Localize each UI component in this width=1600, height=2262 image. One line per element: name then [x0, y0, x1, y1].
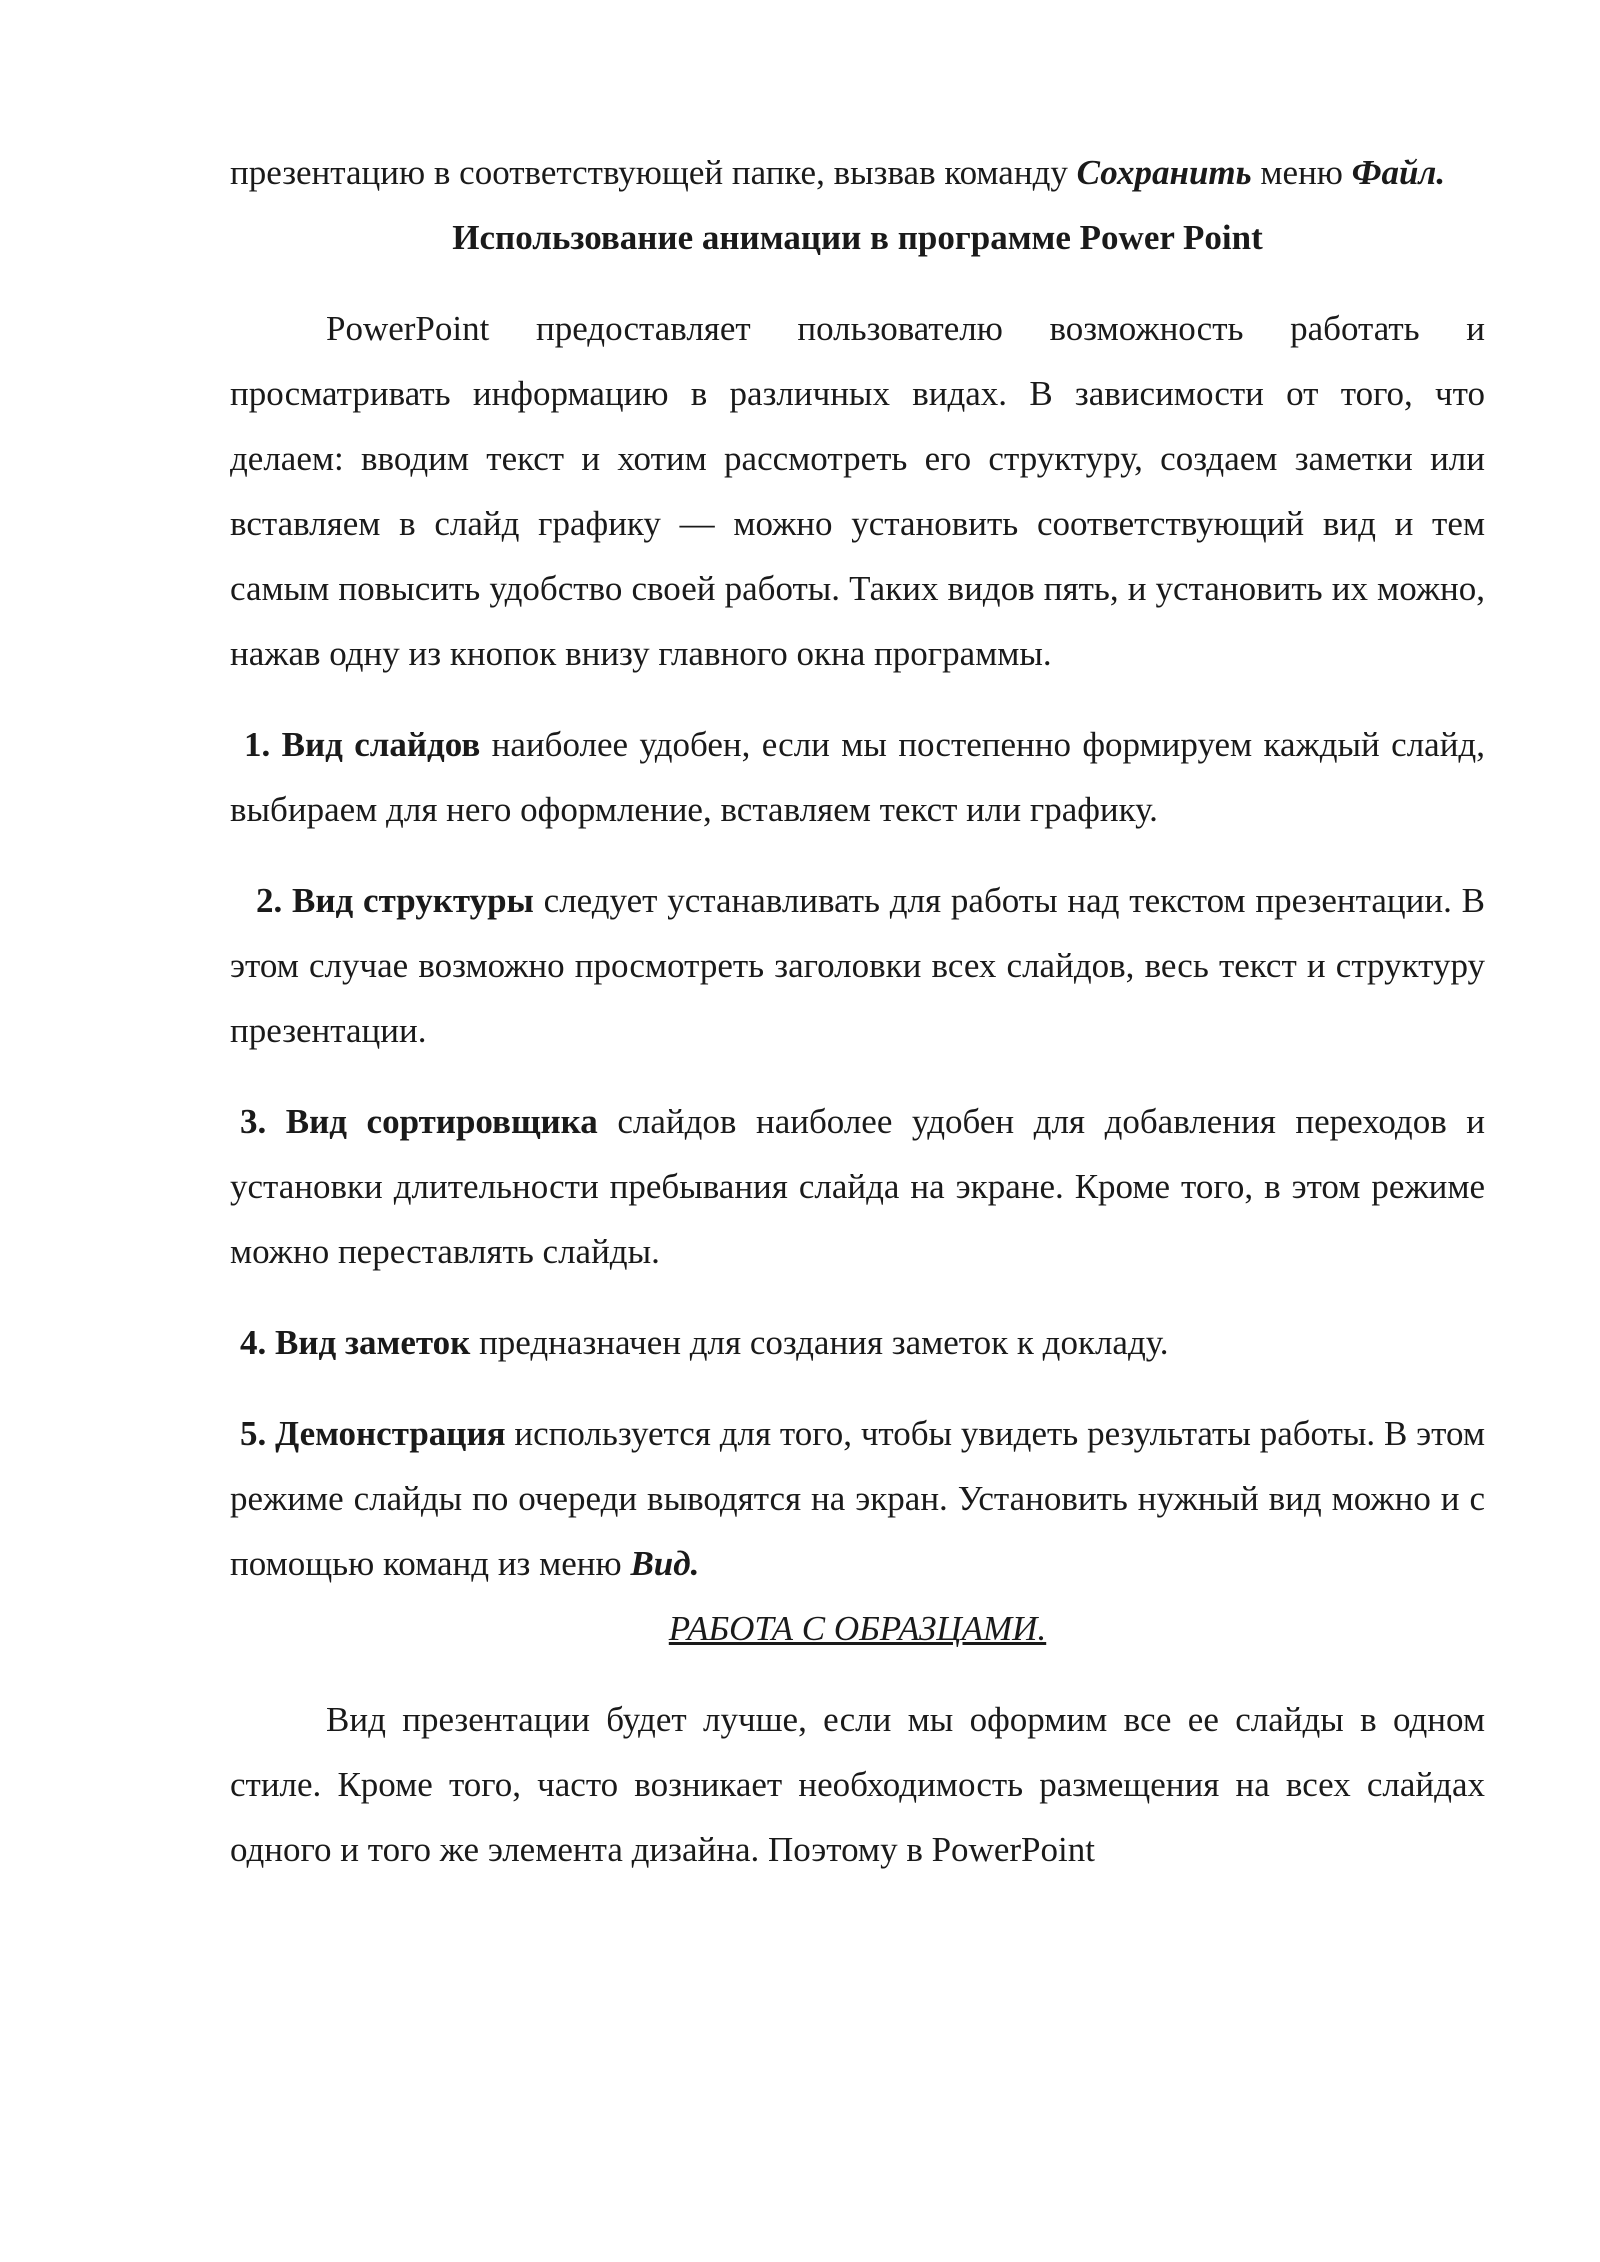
intro-paragraph — [230, 140, 1485, 205]
intro-text-2: меню — [1251, 153, 1352, 192]
list-item-5-text: используется для того, чтобы увидеть результаты работы. В этом режиме слайды по очереди выводятся на экран. Установить нужный вид можно и с помощью команд из меню — [230, 1414, 1485, 1583]
list-item-4 — [230, 1310, 1485, 1375]
list-item-1-text: наиболее удобен, если мы постепенно формируем каждый слайд, выбираем для него оформление, вставляем текст или графику. — [230, 725, 1485, 829]
section-title: Использование анимации в программе Power Point — [452, 218, 1263, 257]
intro-text-1: презентацию в соответствующей папке, вызвав команду — [230, 153, 1077, 192]
paragraph-templates: Вид презентации будет лучше, если мы оформим все ее слайды в одном стиле. Кроме того, часто возникает необходимость размещения на всех слайдах одного и того же элемента дизайна. Поэтому в PowerPoint — [230, 1700, 1485, 1869]
paragraph-views: PowerPoint предоставляет пользователю возможность работать и просматривать информацию в различных видах. В зависимости от того, что делаем: вводим текст и хотим рассмотреть его структуру, создаем заметки или вставляем в слайд графику — можно установить соответствующий вид и тем самым повысить удобство своей работы. Таких видов пять, и установить их можно, нажав одну из кнопок внизу главного окна программы. — [230, 309, 1485, 673]
list-item-3-bold: 3. Вид сортировщика — [240, 1102, 598, 1141]
list-item-2 — [230, 868, 1485, 1063]
list-item-5-bold: 5. Демонстрация — [240, 1414, 506, 1453]
list-item-4-bold: 4. Вид заметок — [240, 1323, 471, 1362]
list-item-5 — [230, 1401, 1485, 1596]
document-page — [230, 140, 1485, 1882]
list-item-2-bold: 2. Вид структуры — [256, 881, 534, 920]
intro-bold-save: Сохранить — [1076, 153, 1252, 192]
list-item-3 — [230, 1089, 1485, 1284]
list-item-1 — [230, 712, 1485, 842]
list-item-4-text: предназначен для создания заметок к докладу. — [470, 1323, 1169, 1362]
list-item-1-bold: 1. Вид слайдов — [244, 725, 481, 764]
subsection-title: РАБОТА С ОБРАЗЦАМИ. — [668, 1609, 1047, 1648]
list-item-5-menu-view: Вид. — [630, 1544, 700, 1583]
list-item-3-text: слайдов наиболее удобен для добавления переходов и установки длительности пребывания слайда на экране. Кроме того, в этом режиме можно переставлять слайды. — [230, 1102, 1485, 1271]
list-item-2-text: следует устанавливать для работы над текстом презентации. В этом случае возможно просмотреть заголовки всех слайдов, весь текст и структуру презентации. — [230, 881, 1485, 1050]
intro-bold-file: Файл. — [1351, 153, 1446, 192]
